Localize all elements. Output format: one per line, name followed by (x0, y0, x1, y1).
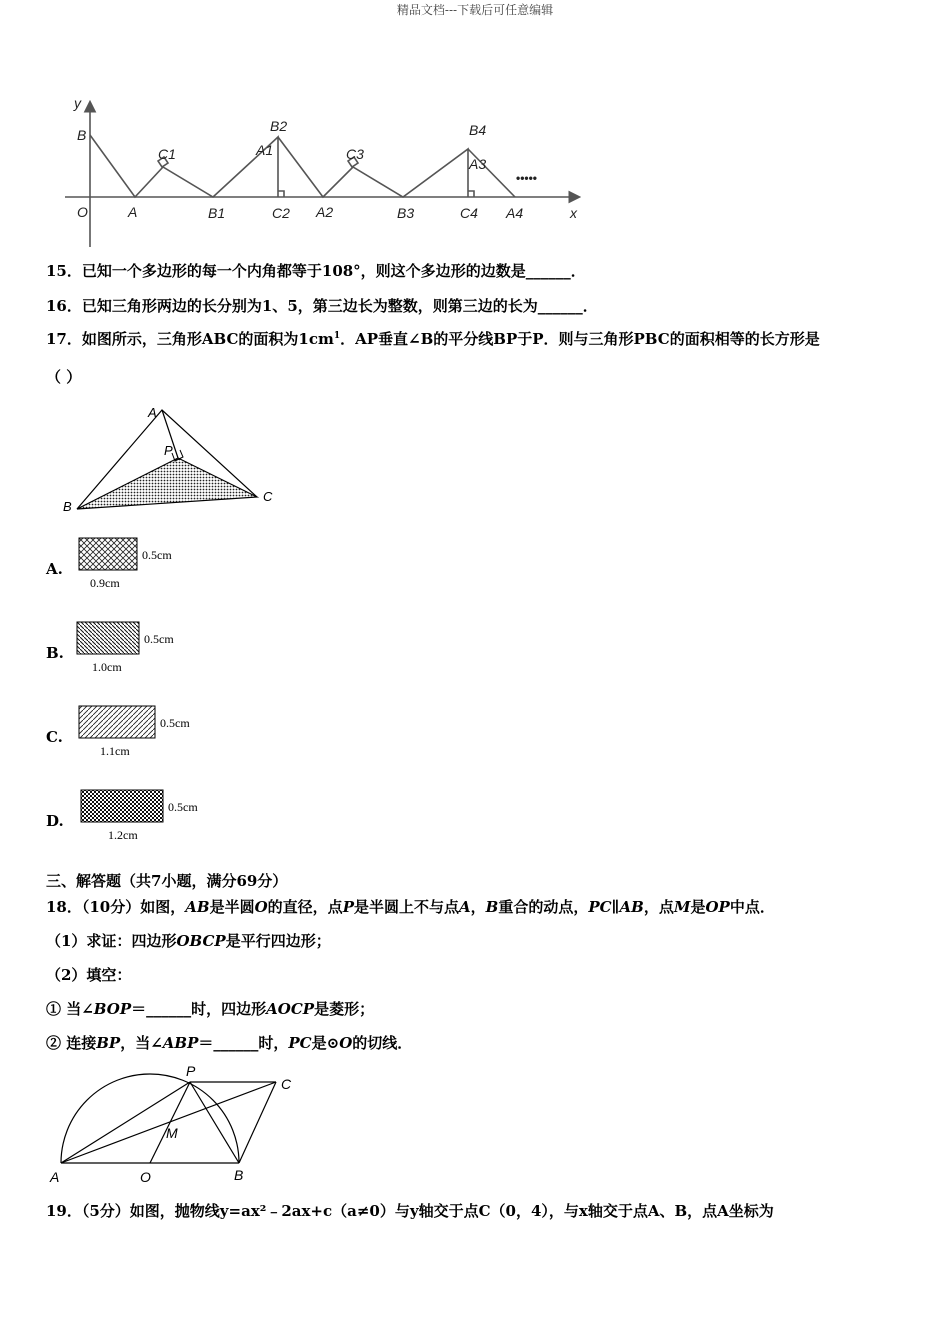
option-c-width: 1.1cm (100, 744, 130, 758)
label-y: y (74, 95, 81, 111)
question-19: 19．（5分）如图，抛物线y=ax²﹣2ax+c（a≠0）与y轴交于点C（0，4），与x轴交于点A、B，点A坐标为 (46, 1202, 774, 1220)
label-c3: C3 (346, 146, 364, 162)
tri-label-c: C (263, 489, 273, 504)
question-16: 16．已知三角形两边的长分别为1、5，第三边长为整数，则第三边的长为______． (46, 297, 598, 315)
label-c2: C2 (272, 205, 290, 221)
label-b4: B4 (469, 122, 487, 138)
option-b[interactable]: B. (46, 644, 64, 662)
label-a3: A3 (469, 156, 487, 172)
option-c[interactable]: C. (46, 728, 63, 746)
option-b-width: 1.0cm (92, 660, 122, 674)
q17-text2: ．AP垂直∠B的平分线BP于P．则与三角形PBC的面积相等的长方形是 (340, 330, 820, 348)
label-o: O (77, 204, 88, 220)
option-d-width: 1.2cm (108, 828, 138, 842)
semi-label-c: C (281, 1076, 292, 1092)
q17-sup: 1 (333, 331, 341, 341)
ellipsis: ••••• (516, 171, 538, 185)
option-d[interactable]: D. (46, 812, 64, 830)
question-18-line4: ① 当∠BOP＝______时，四边形AOCP是菱形； (46, 1000, 375, 1018)
page-header: 精品文档---下载后可任意编辑 (396, 3, 554, 17)
zigzag-figure (60, 95, 590, 250)
question-18-line2: （1）求证：四边形OBCP是平行四边形； (46, 932, 331, 950)
label-a: A (128, 204, 138, 220)
option-a[interactable]: A. (46, 560, 63, 578)
tri-label-p: P (164, 443, 173, 458)
semi-label-b: B (234, 1167, 244, 1183)
section-3-title: 三、解答题（共7小题，满分69分） (46, 872, 288, 890)
option-b-rect (76, 621, 196, 676)
tri-label-b: B (63, 499, 72, 514)
question-18-line3: （2）填空： (46, 966, 132, 984)
semi-label-a: A (50, 1169, 60, 1185)
option-d-rect (80, 789, 220, 844)
option-c-rect (78, 705, 208, 760)
label-b2: B2 (270, 118, 288, 134)
label-c4: C4 (460, 205, 478, 221)
option-d-height: 0.5cm (168, 800, 198, 814)
label-b1: B1 (208, 205, 226, 221)
question-18-line1: 18．（10分）如图，AB是半圆O的直径，点P是半圆上不与点A，B重合的动点，PC∥AB，点M是OP中点． (46, 898, 775, 916)
option-a-rect (78, 537, 188, 592)
tri-label-a: A (148, 405, 157, 420)
label-a4: A4 (506, 205, 524, 221)
label-b: B (77, 127, 87, 143)
semi-label-p: P (186, 1063, 196, 1079)
q17-text: 17．如图所示，三角形ABC的面积为1cm (46, 330, 334, 348)
label-x: x (570, 205, 577, 221)
question-18-line5: ② 连接BP，当∠ABP＝______时，PC是⊙O的切线． (46, 1034, 413, 1052)
option-b-height: 0.5cm (144, 632, 174, 646)
label-c1: C1 (158, 146, 176, 162)
question-17-paren: （ ） (46, 368, 82, 386)
semi-label-o: O (140, 1169, 151, 1185)
option-a-height: 0.5cm (142, 548, 172, 562)
semi-label-m: M (166, 1125, 178, 1141)
question-17 (46, 328, 820, 349)
label-a2: A2 (316, 204, 334, 220)
label-a1: A1 (256, 142, 274, 158)
option-a-width: 0.9cm (90, 576, 120, 590)
triangle-figure (55, 398, 295, 523)
label-b3: B3 (397, 205, 415, 221)
semicircle-figure (40, 1062, 310, 1190)
option-c-height: 0.5cm (160, 716, 190, 730)
question-15: 15．已知一个多边形的每一个内角都等于108°，则这个多边形的边数是______． (46, 262, 586, 280)
